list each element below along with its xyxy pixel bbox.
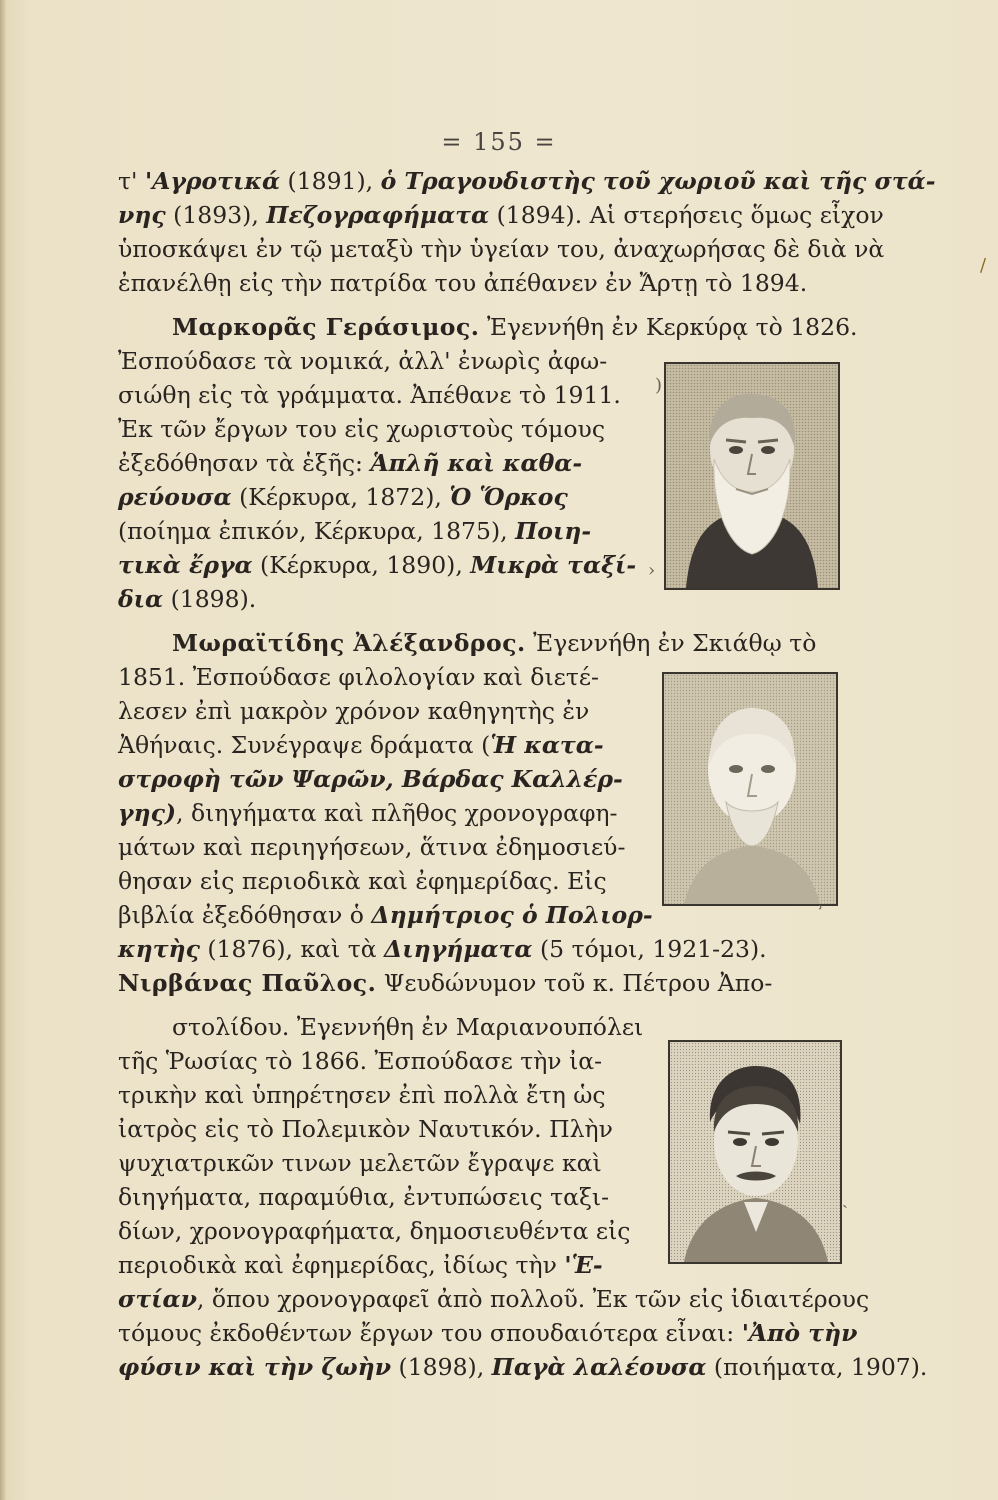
page-number: = 155 = [441,128,557,156]
text-line: στροφὴ τῶν Ψαρῶν, Βάρδας Καλλέρ- [118,765,623,793]
text-line: δίων, χρονογραφήματα, δημοσιευθέντα εἰς [118,1217,631,1245]
text-line: ψυχιατρικῶν τινων μελετῶν ἔγραψε καὶ [118,1149,602,1177]
text-line: περιοδικὰ καὶ ἐφημερίδας, ἰδίως τὴν 'Ἑ- [118,1251,603,1279]
text-line: νης (1893), Πεζογραφήματα (1894). Αἱ στερήσεις ὅμως εἶχον [118,201,884,229]
text-line: διηγήματα, παραμύθια, ἐντυπώσεις ταξι- [118,1183,610,1211]
text-line: στίαν, ὅπου χρονογραφεῖ ἀπὸ πολλοῦ. Ἐκ τῶν εἰς ἰδιαιτέρους [118,1285,870,1313]
page-edge [0,0,6,1500]
stray-mark: ˎ [842,1188,848,1209]
text-line: τῆς Ῥωσίας τὸ 1866. Ἐσπούδασε τὴν ἰα- [118,1047,603,1075]
text-line: φύσιν καὶ τὴν ζωὴν (1898), Παγὰ λαλέουσα (ποιήματα, 1907). [118,1353,928,1381]
text-line: ρεύουσα (Κέρκυρα, 1872), Ὁ Ὅρκος [118,483,568,511]
text-line: Νιρβάνας Παῦλος. Ψευδώνυμον τοῦ κ. Πέτρου Ἀπο- [118,969,773,997]
stray-mark: ) [655,375,663,396]
text-line: Ἐσπούδασε τὰ νομικά, ἀλλ' ἐνωρὶς ἀφω- [118,347,608,375]
entry-heading-line: στολίδου. Ἐγεννήθη ἐν Μαριανουπόλει [172,1013,644,1041]
text-line: γης), διηγήματα καὶ πλῆθος χρονογραφη- [118,799,618,827]
text-line: βιβλία ἐξεδόθησαν ὁ Δημήτριος ὁ Πολιορ- [118,901,653,929]
stray-mark: ˒ [818,898,824,919]
text-line: λεσεν ἐπὶ μακρὸν χρόνον καθηγητὴς ἐν [118,697,590,725]
text-line: (ποίημα ἐπικόν, Κέρκυρα, 1875), Ποιη- [118,517,592,545]
text-line: τόμους ἐκδοθέντων ἔργων του σπουδαιότερα εἶναι: 'Ἀπὸ τὴν [118,1319,858,1347]
text-line: ὑποσκάψει ἐν τῷ μεταξὺ τὴν ὑγείαν του, ἀναχωρήσας δὲ διὰ νὰ [118,235,885,263]
entry-heading-line: Μαρκορᾶς Γεράσιμος. Ἐγεννήθη ἐν Κερκύρᾳ τὸ 1826. [172,313,858,341]
text-line: Ἐκ τῶν ἔργων του εἰς χωριστοὺς τόμους [118,415,605,443]
stray-mark: / [980,255,987,276]
text-line: ἰατρὸς εἰς τὸ Πολεμικὸν Ναυτικόν. Πλὴν [118,1115,613,1143]
text-line: μάτων καὶ περιηγήσεων, ἅτινα ἐδημοσιεύ- [118,833,626,861]
text-line: τικὰ ἔργα (Κέρκυρα, 1890), Μικρὰ ταξί- [118,551,637,579]
portrait-nirvanas [668,1040,842,1264]
text-line: θησαν εἰς περιοδικὰ καὶ ἐφημερίδας. Εἰς [118,867,607,895]
portrait-image [670,1042,840,1262]
text-line: σιώθη εἰς τὰ γράμματα. Ἀπέθανε τὸ 1911. [118,381,621,409]
text-line: κητὴς (1876), καὶ τὰ Διηγήματα (5 τόμοι, 1921-23). [118,935,767,963]
text-line: δια (1898). [118,585,257,613]
text-line: ἐπανέλθῃ εἰς τὴν πατρίδα του ἀπέθανεν ἐν Ἄρτῃ τὸ 1894. [118,269,808,297]
text-line: Ἀθήναις. Συνέγραψε δράματα (Ἡ κατα- [118,731,604,759]
text-line: τ' 'Αγροτικά (1891), ὁ Τραγουδιστὴς τοῦ χωριοῦ καὶ τῆς στά- [118,167,936,195]
text-line: ἐξεδόθησαν τὰ ἑξῆς: Ἁπλῆ καὶ καθα- [118,449,583,477]
portrait-moraitidis [662,672,838,906]
entry-heading-line: Μωραϊτίδης Ἀλέξανδρος. Ἐγεννήθη ἐν Σκιάθῳ τὸ [172,629,817,657]
portrait-image [664,674,836,904]
text-line: 1851. Ἐσπούδασε φιλολογίαν καὶ διετέ- [118,663,599,691]
stray-mark: › [648,560,656,581]
portrait-image [666,364,838,588]
portrait-markoras [664,362,840,590]
text-line: τρικὴν καὶ ὑπηρέτησεν ἐπὶ πολλὰ ἔτη ὡς [118,1081,606,1109]
